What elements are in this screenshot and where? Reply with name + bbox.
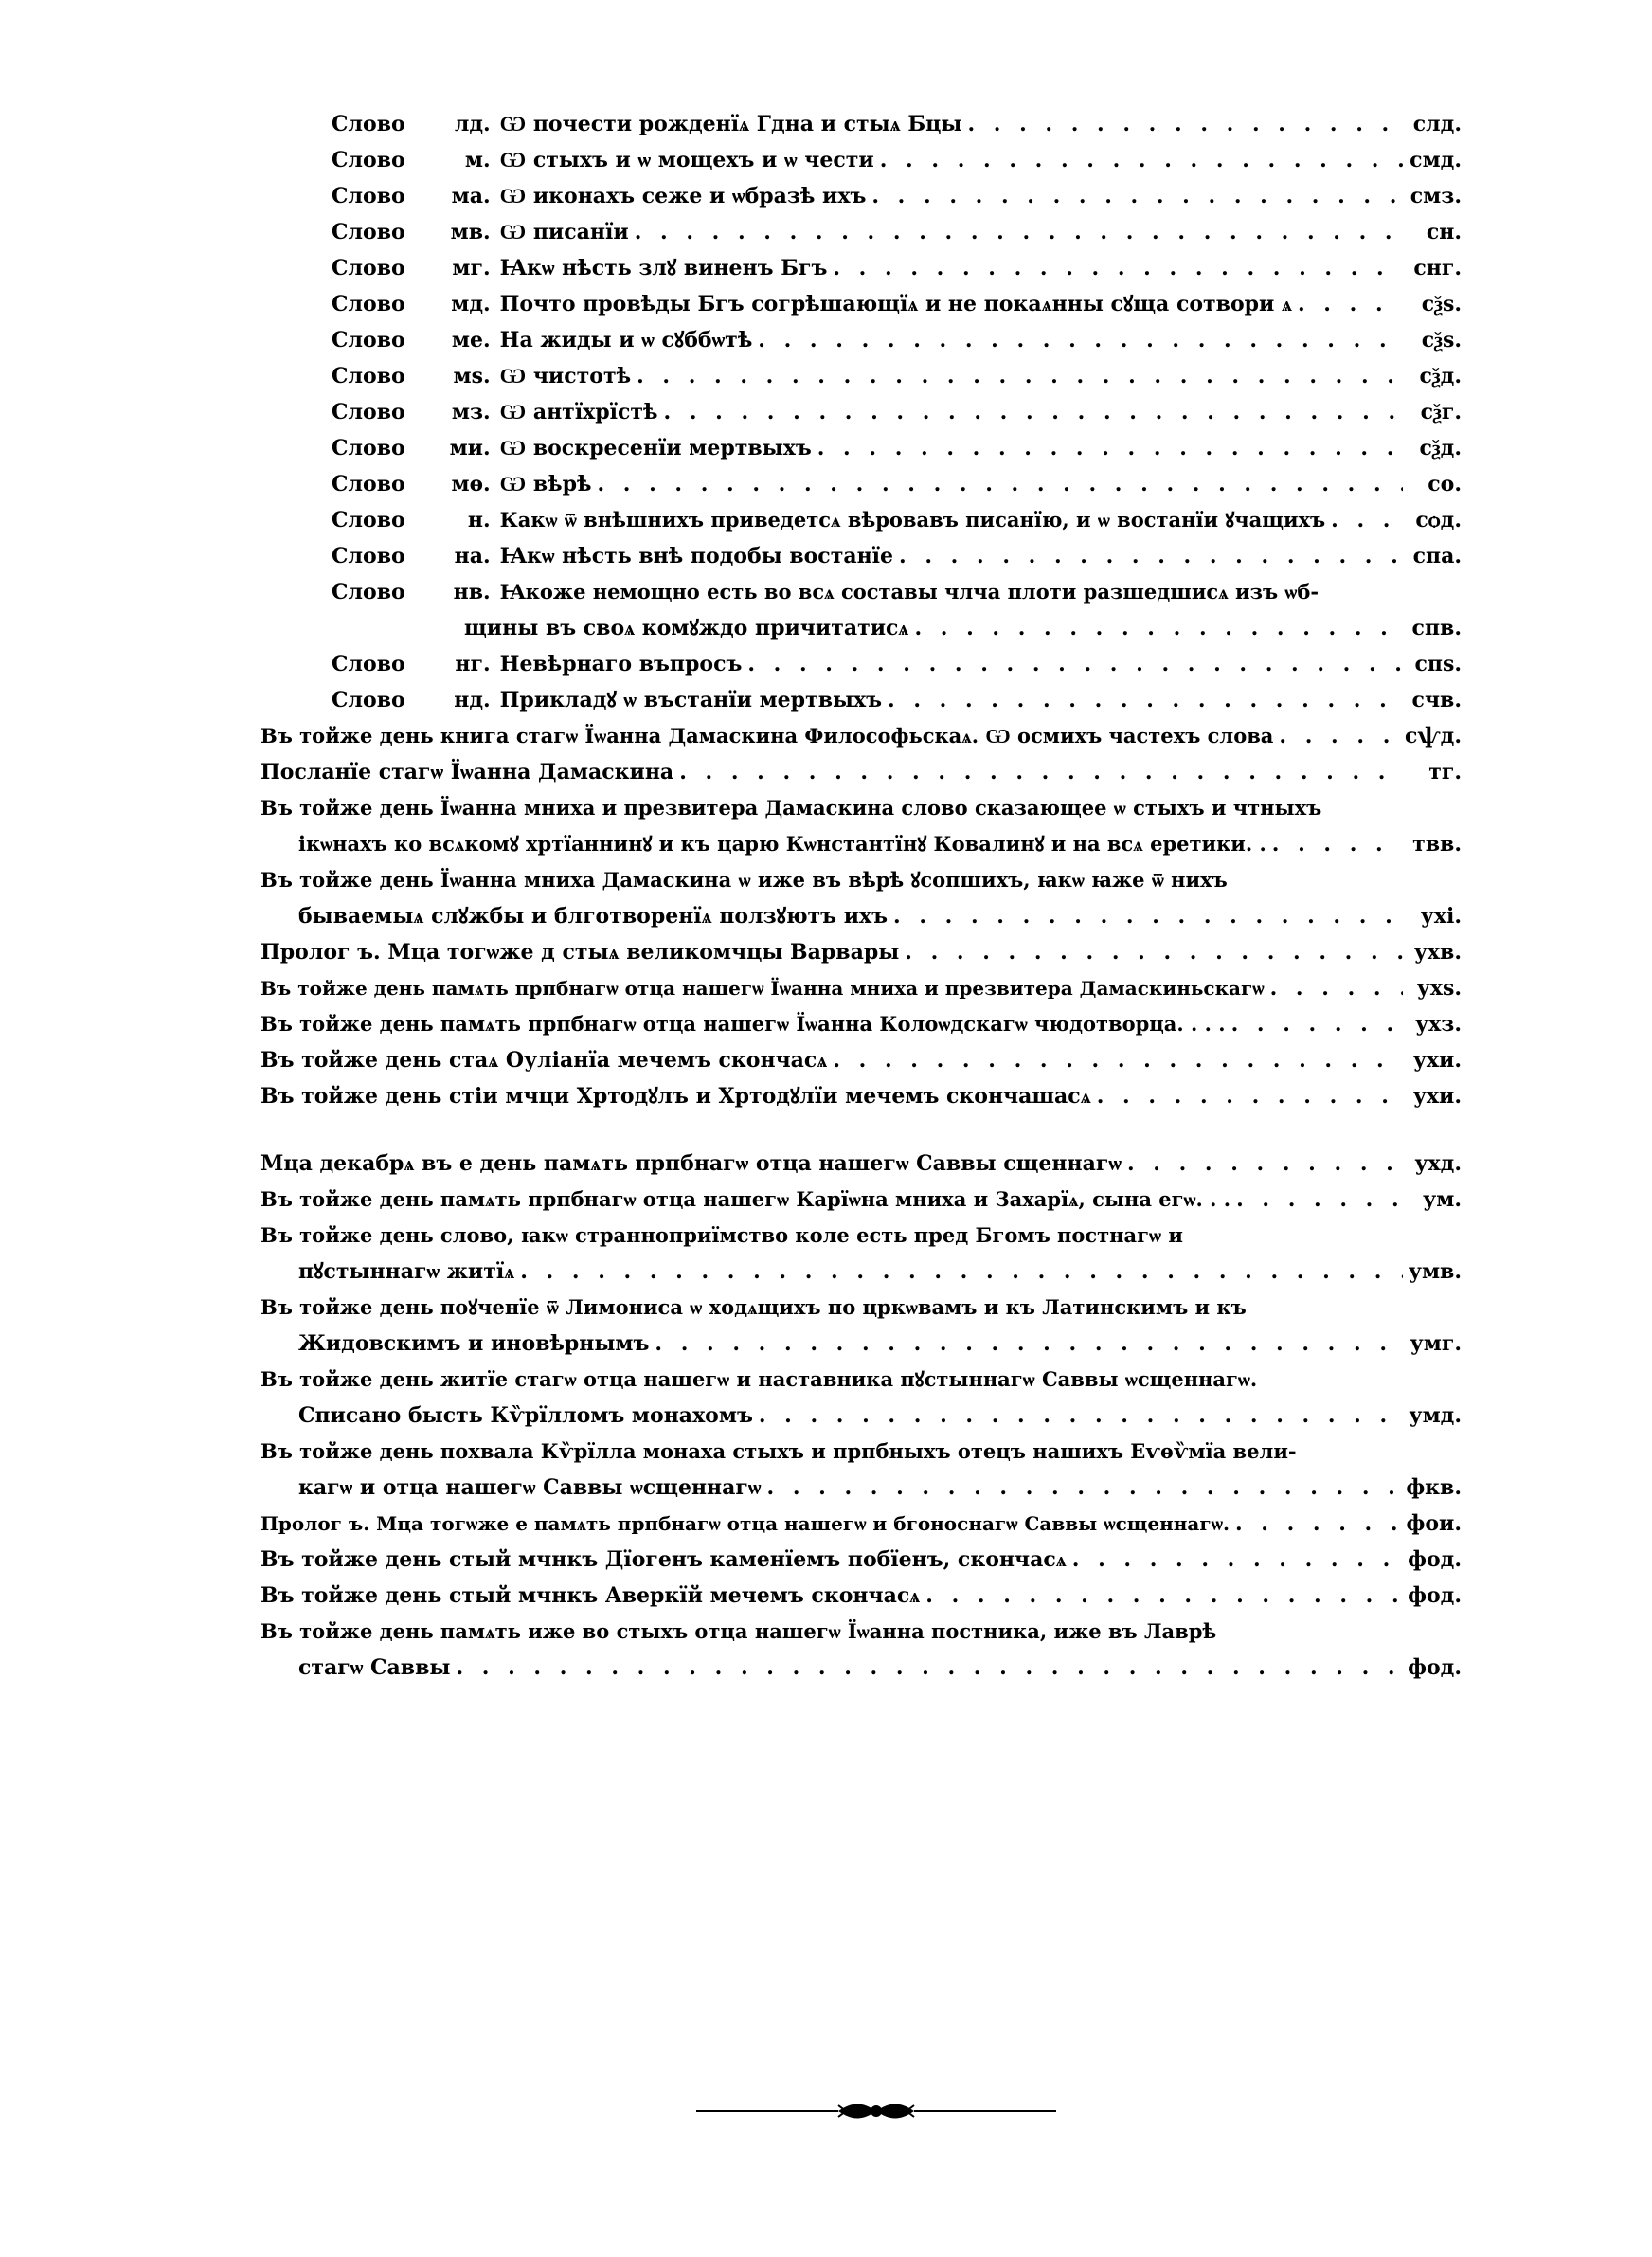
toc-entry: Въ тойже день слово, ꙗкѡ странноприїмство коле есть пред Бгомъ постнагѡ и bbox=[260, 1223, 1183, 1247]
ornament-divider bbox=[696, 2097, 1056, 2125]
page-ref: сѯѕ. bbox=[1421, 328, 1462, 352]
page-ref: ухи. bbox=[1412, 1048, 1462, 1073]
toc-entry: Въ тойже день Їѡанна мниха и презвитера Дамаскина слово сказающее ѡ стыхъ и чтныхъ bbox=[260, 796, 1322, 820]
page-ref: фод. bbox=[1408, 1655, 1462, 1680]
toc-entry: Въ тойже день Їѡанна мниха Дамаскина ѡ иже въ вѣрѣ ꙋсопшихъ, ꙗкѡ ꙗже ѿ нихъ bbox=[260, 868, 1228, 892]
toc-entry: Слово на. Ꙗкѡ нѣсть внѣ подобы востанїе . . . спа. bbox=[332, 541, 1462, 571]
toc-entry: Въ тойже день поꙋченїе ѿ Лимониса ѡ ходѧщихъ по цркѡвамъ и къ Латинскимъ и къ bbox=[260, 1295, 1247, 1319]
page-ref: фод. bbox=[1408, 1583, 1462, 1608]
toc-entry: Въ тойже день стаѧ Оуліанїа мечемъ скончасѧ . . . ухи. bbox=[260, 1045, 1462, 1075]
page-ref: ухі. bbox=[1420, 904, 1462, 929]
toc-entry: Слово нд. Прикладꙋ ѡ въстанїи мертвыхъ . . . счв. bbox=[332, 685, 1462, 715]
toc-entry: Посланїе стагѡ Їѡанна Дамаскина . . . тг. bbox=[260, 757, 1462, 787]
toc-entry: Слово ми. Ѡ воскресенїи мертвыхъ . . . сѯд. bbox=[332, 433, 1462, 463]
page-ref: ухв. bbox=[1413, 940, 1462, 965]
toc-entry: Въ тойже день стый мчнкъ Дїогенъ каменїемъ побїенъ, скончасѧ . . . фод. bbox=[260, 1544, 1462, 1575]
toc-entry-continuation: Жидовскимъ и иновѣрнымъ . . . умг. bbox=[298, 1328, 1462, 1359]
toc-entry-continuation: стагѡ Саввы . . . фод. bbox=[298, 1652, 1462, 1683]
toc-entry: Слово мв. Ѡ писанїи . . . сн. bbox=[332, 217, 1462, 247]
toc-entry-continuation: пꙋстыннагѡ житїѧ . . . умв. bbox=[298, 1256, 1462, 1287]
toc-entry-continuation: щины въ своѧ комꙋждо причитатисѧ . . . спв. bbox=[464, 613, 1462, 643]
toc-entry: Слово лд. Ѡ почести рожденїѧ Гдна и стыѧ Бцы . . . слд. bbox=[332, 109, 1462, 139]
toc-entry: Слово мг. Ꙗкѡ нѣсть злꙋ виненъ Бгъ . . . снг. bbox=[332, 253, 1462, 283]
page-ref: слд. bbox=[1412, 112, 1462, 136]
page-ref: ухѕ. bbox=[1416, 976, 1462, 1001]
toc-entry-continuation: кагѡ и отца нашегѡ Саввы ѡсщеннагѡ . . . фкв. bbox=[298, 1472, 1462, 1503]
page-ref: спв. bbox=[1411, 616, 1462, 641]
toc-entry: Мца декабрѧ въ е день памѧть прпбнагѡ отца нашегѡ Саввы сщеннагѡ . . . ухд. bbox=[260, 1148, 1462, 1179]
page-ref: сѯг. bbox=[1420, 400, 1462, 424]
toc-entry: Слово мѳ. Ѡ вѣрѣ . . . со. bbox=[332, 469, 1462, 499]
toc-entry: Въ тойже день стый мчнкъ Аверкїй мечемъ скончасѧ . . . фод. bbox=[260, 1580, 1462, 1611]
page-ref: умв. bbox=[1408, 1259, 1462, 1284]
toc-entry: Въ тойже день книга стагѡ Їѡанна Дамаскина Философьскаѧ. Ѡ осмихъ частехъ слова . . . сѱд. bbox=[260, 721, 1462, 751]
toc-entry: Слово ма. Ѡ иконахъ сеже и ѡбразѣ ихъ . . . смз. bbox=[332, 181, 1462, 211]
toc-entry: Въ тойже день памѧть прпбнагѡ отца нашегѡ Їѡанна Колоѡдскагѡ чюдотворца. . . . . . . ухз. bbox=[260, 1009, 1462, 1039]
page-ref: сѯд. bbox=[1419, 364, 1462, 388]
toc-entry: Слово мѕ. Ѡ чистотѣ . . . сѯд. bbox=[332, 361, 1462, 391]
page-ref: ум. bbox=[1423, 1187, 1462, 1212]
page-ref: сѻд. bbox=[1415, 508, 1462, 533]
page-ref: со. bbox=[1428, 472, 1462, 497]
page-ref: фои. bbox=[1406, 1511, 1462, 1536]
page-ref: сѯѕ. bbox=[1421, 292, 1462, 316]
toc-entry: Пролог ъ. Мца тогѡже е памѧть прпбнагѡ отца нашегѡ и бгоноснагѡ Саввы ѡсщеннагѡ. . . . фои. bbox=[260, 1508, 1462, 1539]
page-ref: тг. bbox=[1428, 760, 1462, 785]
page-ref: смз. bbox=[1410, 184, 1462, 208]
toc-entry: Въ тойже день памѧть прпбнагѡ отца нашегѡ Їѡанна мниха и презвитера Дамаскиньскагѡ . . . ухѕ. bbox=[260, 973, 1462, 1003]
page-ref: снг. bbox=[1413, 256, 1462, 280]
toc-entry-continuation: ікѡнахъ ко всѧкомꙋ хртїаннинꙋ и къ царю Кѡнстантїнꙋ Ковалинꙋ и на всѧ еретики. . . . . твв. bbox=[298, 829, 1462, 859]
toc-entry: Слово м. Ѡ стыхъ и ѡ мощехъ и ѡ чести . . . смд. bbox=[332, 145, 1462, 175]
toc-entry: Въ тойже день житїе стагѡ отца нашегѡ и наставника пꙋстыннагѡ Саввы ѡсщеннагѡ. bbox=[260, 1367, 1258, 1391]
toc-entry: Слово мз. Ѡ антїхрїстѣ . . . сѯг. bbox=[332, 397, 1462, 427]
page-ref: смд. bbox=[1410, 148, 1462, 172]
page-ref: фод. bbox=[1408, 1547, 1462, 1572]
page-ref: счв. bbox=[1411, 688, 1462, 713]
toc-entry: Въ тойже день памѧть иже во стыхъ отца нашегѡ Їѡанна постника, иже въ Лаврѣ bbox=[260, 1619, 1217, 1643]
toc-entry: Слово мд. Почто провѣды Бгъ согрѣшающїѧ и не покаѧнны сꙋща сотвори ѧ . . . сѯѕ. bbox=[332, 289, 1462, 319]
page-ref: сн. bbox=[1426, 220, 1462, 244]
toc-entry: Слово нв. Ꙗкоже немощно есть во всѧ составы члча плоти разшедшисѧ изъ ѡб- bbox=[332, 580, 1320, 605]
page-ref: ухи. bbox=[1412, 1084, 1462, 1109]
toc-entry-continuation: бываемыѧ слꙋжбы и блготворенїѧ ползꙋютъ ихъ . . . ухі. bbox=[298, 901, 1462, 931]
toc-entry: Въ тойже день похвала Кѷрїлла монаха стыхъ и прпбныхъ отецъ нашихъ Еѵѳѷмїа вели- bbox=[260, 1439, 1297, 1463]
toc-entry: Слово нг. Невѣрнаго въпросъ . . . спѕ. bbox=[332, 649, 1462, 679]
page-ref: фкв. bbox=[1406, 1475, 1462, 1500]
page-ref: сѯд. bbox=[1419, 436, 1462, 460]
toc-entry-continuation: Списано бысть Кѷрїлломъ монахомъ . . . умд. bbox=[298, 1400, 1462, 1431]
page-ref: спа. bbox=[1412, 544, 1462, 569]
toc-entry: Въ тойже день памѧть прпбнагѡ отца нашегѡ Карїѡна мниха и Захарїѧ, сына егѡ. . . . . . ум. bbox=[260, 1184, 1462, 1215]
page-ref: умд. bbox=[1409, 1403, 1462, 1428]
page-ref: сѱд. bbox=[1404, 724, 1462, 749]
toc-entry: Пролог ъ. Мца тогѡже д стыѧ великомчцы Варвары . . . ухв. bbox=[260, 937, 1462, 967]
page-ref: ухз. bbox=[1415, 1012, 1462, 1037]
page-ref: твв. bbox=[1412, 832, 1462, 857]
page-ref: умг. bbox=[1410, 1331, 1462, 1356]
page-ref: спѕ. bbox=[1414, 652, 1462, 677]
toc-entry: Въ тойже день стіи мчци Хртодꙋлъ и Хртодꙋлїи мечемъ скончашасѧ . . . ухи. bbox=[260, 1081, 1462, 1111]
page-ref: ухд. bbox=[1414, 1151, 1462, 1176]
toc-entry: Слово н. Какѡ ѿ внѣшнихъ приведетсѧ вѣровавъ писанїю, и ѡ востанїи ꙋчащихъ . . . сѻд. bbox=[332, 505, 1462, 535]
toc-entry: Слово ме. На жиды и ѡ сꙋббѡтѣ . . . сѯѕ. bbox=[332, 325, 1462, 355]
